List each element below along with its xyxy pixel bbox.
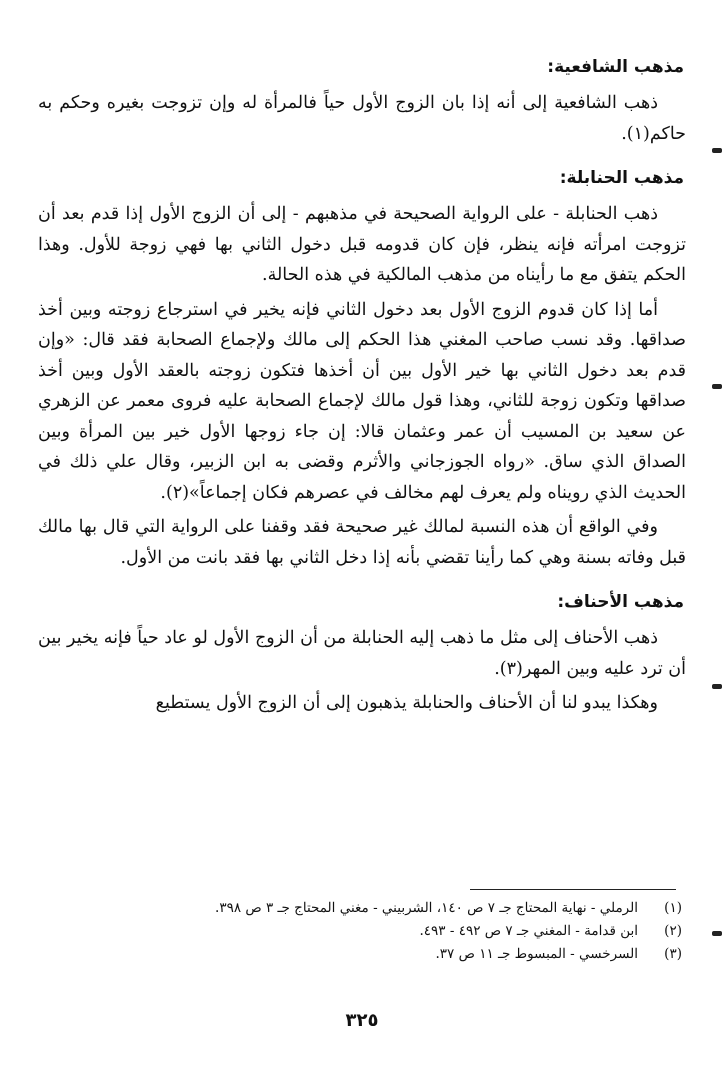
scan-edge-mark — [712, 384, 722, 389]
page-number: ٣٢٥ — [345, 1010, 379, 1031]
footnote-item — [60, 897, 682, 920]
paragraph-hanbali-3: وفي الواقع أن هذه النسبة لمالك غير صحيحة فقد وقفنا على الرواية التي قال بها مالك قبل وفاته بسنة وهي كما رأينا تقضي بأنه إذا دخل الثاني بها فقد بانت من الأول. — [38, 517, 686, 568]
paragraph-hanbali-2: أما إذا كان قدوم الزوج الأول بعد دخول الثاني فإنه يخير في استرجاع زوجته وبين أخذ صداقها. وقد نسب صاحب المغني هذا الحكم إلى مالك ولإجماع الصحابة فقد قال: «وإن قدم بعد دخول الثاني بها خير الأول بين أن أخذها فتكون زوجته بالعقد الأول وبين أخذ صداقها وتكون زوجة للثاني، وهذا قول مالك لإجماع الصحابة عليه فروى معمر عن الزهري عن سعيد بن المسيب أن عمر وعثمان قالا: إن جاء زوجها الأول خير بين المرأة وبين الصداق الذي ساق. «رواه الجوزجاني والأثرم وقضى به ابن الزبير، وقال علي ذلك في الحديث الذي رويناه ولم يعرف لهم مخالف في عصرهم فكان إجماعاً»(٢). — [38, 299, 686, 503]
footnote-text: السرخسي - المبسوط جـ ١١ ص ٣٧. — [435, 946, 638, 962]
footnote-text: الرملي - نهاية المحتاج جـ ٧ ص ١٤٠، الشربيني - مغني المحتاج جـ ٣ ص ٣٩٨. — [215, 900, 638, 916]
footnotes — [60, 897, 682, 966]
scan-edge-mark — [712, 931, 722, 936]
paragraph-hanafi-1: ذهب الأحناف إلى مثل ما ذهب إليه الحنابلة من أن الزوج الأول لو عاد حياً فإنه يخير بين أن ترد عليه وبين المهر(٣). — [38, 628, 686, 679]
footnote-number: (٢) — [664, 923, 682, 939]
section-heading-shafii: مذهب الشافعية: — [547, 57, 684, 77]
footnote-item — [60, 943, 682, 966]
footnote-item — [60, 920, 682, 943]
section-heading-hanbali: مذهب الحنابلة: — [559, 168, 684, 188]
paragraph-hanafi-2: وهكذا يبدو لنا أن الأحناف والحنابلة يذهبون إلى أن الزوج الأول يستطيع — [155, 693, 658, 713]
paragraph-hanbali-1: ذهب الحنابلة - على الرواية الصحيحة في مذهبهم - إلى أن الزوج الأول إذا قدم بعد أن تزوجت امرأته فإنه ينظر، فإن كان قدومه قبل دخول الثاني بها فهي زوجة للأول. وهذا الحكم يتفق مع ما رأيناه من مذهب المالكية في هذه الحالة. — [38, 204, 686, 285]
section-heading-hanafi: مذهب الأحناف: — [557, 592, 684, 612]
footnote-number: (١) — [664, 900, 682, 916]
scan-edge-mark — [712, 684, 722, 689]
page-body — [38, 52, 686, 723]
paragraph-shafii-1: ذهب الشافعية إلى أنه إذا بان الزوج الأول حياً فالمرأة له وإن تزوجت بغيره وحكم به حاكم(١). — [38, 93, 686, 144]
footnote-divider — [470, 889, 676, 890]
footnote-text: ابن قدامة - المغني جـ ٧ ص ٤٩٢ - ٤٩٣. — [419, 923, 638, 939]
scan-edge-mark — [712, 148, 722, 153]
footnote-number: (٣) — [664, 946, 682, 962]
